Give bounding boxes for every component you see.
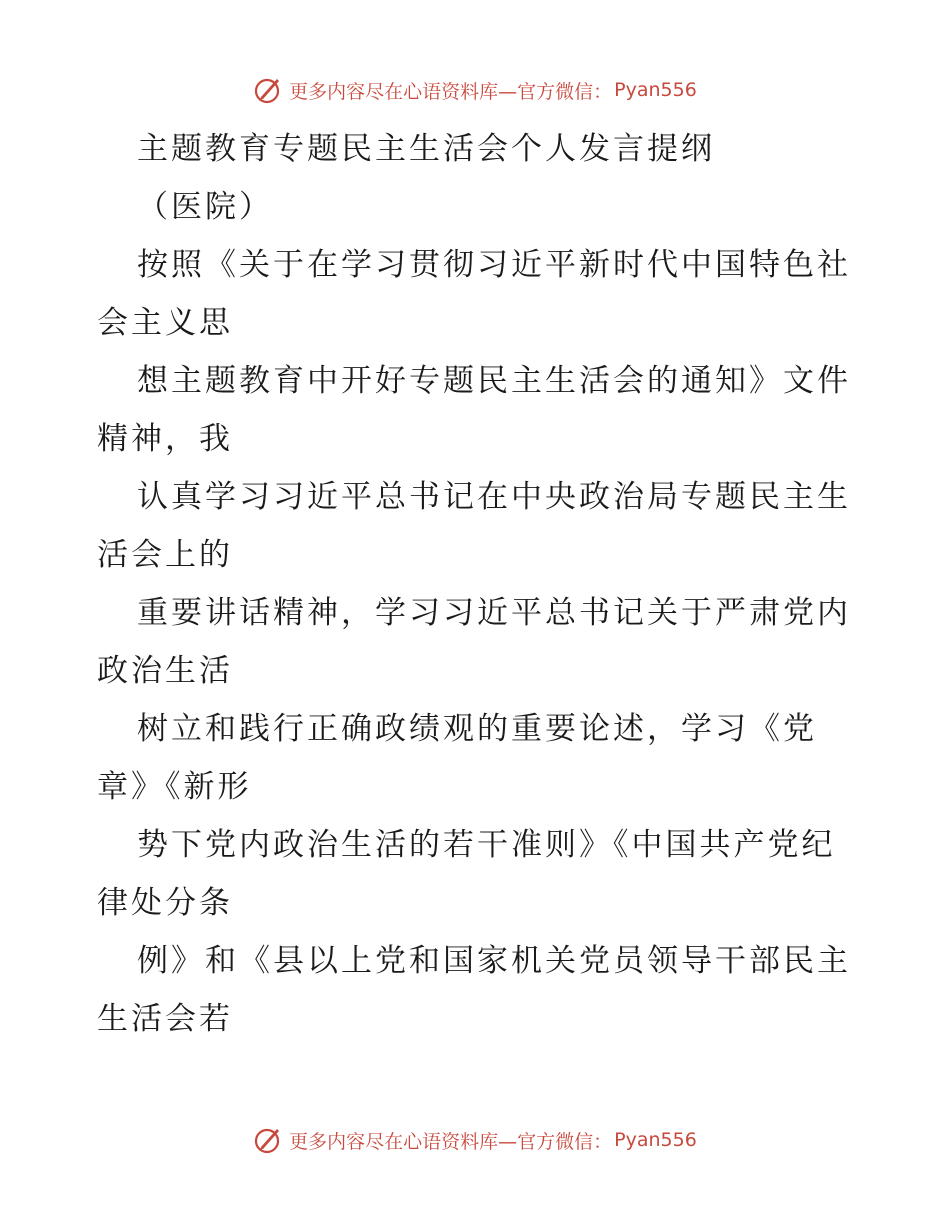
document-body [97,120,857,1048]
watermark-wechat-id: Pyan556 [614,1129,697,1151]
text-line: 章》《新形 [97,769,252,805]
quill-logo-icon [253,1125,283,1155]
header-watermark [0,70,950,110]
text-line: 想主题教育中开好专题民主生活会的通知》文件 [137,363,851,399]
text-line: 按照《关于在学习贯彻习近平新时代中国特色社 [137,247,851,283]
document-title: 主题教育专题民主生活会个人发言提纲 [137,131,715,167]
quill-logo-icon [253,75,283,105]
text-line: 重要讲话精神，学习习近平总书记关于严肃党内 [137,595,851,631]
watermark-wechat-id: Pyan556 [614,79,697,101]
text-line: 生活会若 [97,1001,233,1037]
watermark-text: 更多内容尽在心语资料库—官方微信： [289,1130,613,1153]
text-line: 律处分条 [97,885,233,921]
document-subtitle: （医院） [137,189,273,225]
text-line: 例》和《县以上党和国家机关党员领导干部民主 [137,943,851,979]
text-line: 会主义思 [97,305,233,341]
watermark-text: 更多内容尽在心语资料库—官方微信： [289,80,613,103]
text-line: 势下党内政治生活的若干准则》《中国共产党纪 [137,827,836,863]
text-line: 认真学习习近平总书记在中央政治局专题民主生 [137,479,851,515]
text-line: 政治生活 [97,653,233,689]
text-line: 树立和践行正确政绩观的重要论述，学习《党 [137,711,817,747]
footer-watermark [0,1120,950,1160]
text-line: 精神，我 [97,421,233,457]
text-line: 活会上的 [97,537,233,573]
